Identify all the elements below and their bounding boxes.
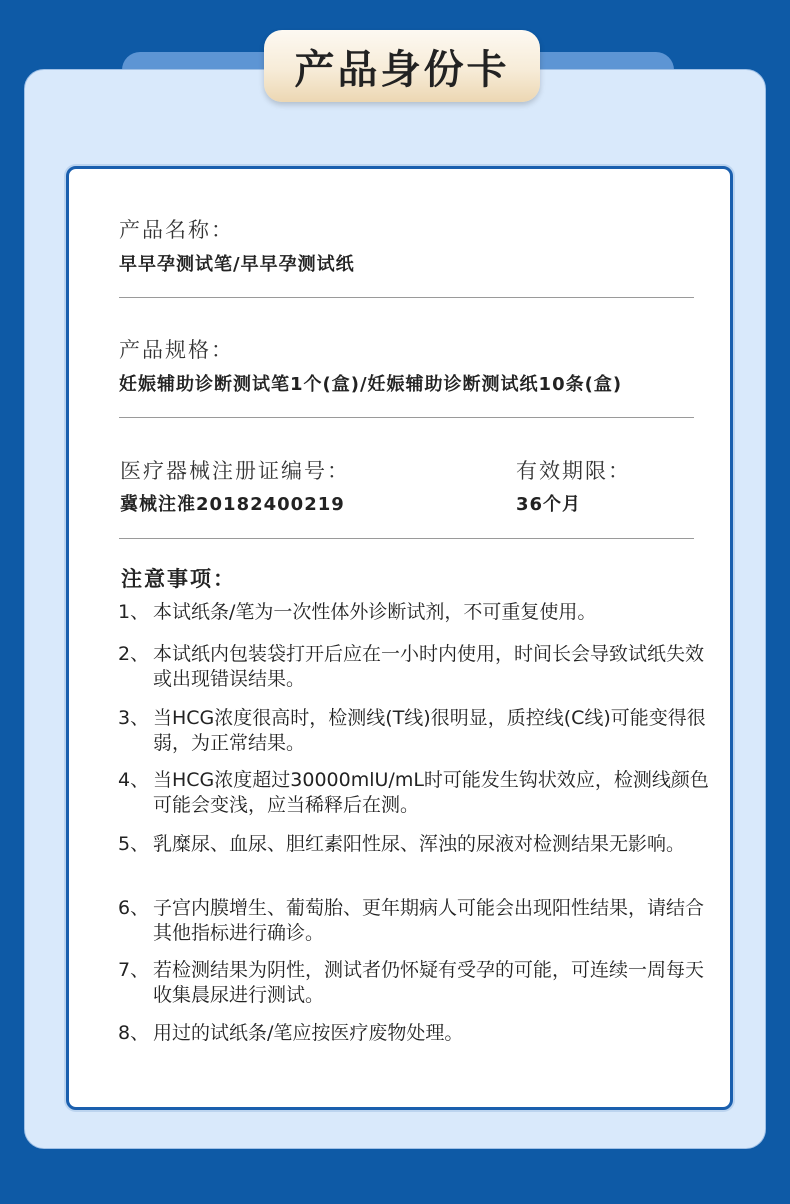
note-item (118, 706, 718, 756)
divider (119, 297, 694, 298)
page-title: 产品身份卡 (264, 30, 540, 102)
product-name-value: 早早孕测试笔/早早孕测试纸 (119, 254, 355, 275)
note-number: 6、 (118, 897, 150, 919)
validity-label: 有效期限： (516, 459, 631, 483)
note-item (118, 642, 718, 692)
note-text: 当HCG浓度超过30000mlU/mL时可能发生钩状效应，检测线颜色可能会变浅，应当稀释后在测。 (153, 769, 709, 816)
note-text: 当HCG浓度很高时，检测线(T线)很明显，质控线(C线)可能变得很弱，为正常结果。 (153, 707, 706, 754)
product-spec-value: 妊娠辅助诊断测试笔1个(盒)/妊娠辅助诊断测试纸10条(盒) (119, 374, 623, 395)
note-text: 乳糜尿、血尿、胆红素阳性尿、浑浊的尿液对检测结果无影响。 (153, 833, 686, 855)
note-item (118, 600, 718, 625)
note-text: 本试纸条/笔为一次性体外诊断试剂，不可重复使用。 (153, 601, 597, 623)
registration-label: 医疗器械注册证编号： (120, 459, 350, 483)
note-item (118, 832, 718, 857)
note-number: 2、 (118, 643, 150, 665)
note-number: 1、 (118, 601, 150, 623)
note-item (118, 768, 718, 818)
note-number: 7、 (118, 959, 150, 981)
validity-value: 36个月 (516, 494, 582, 515)
note-number: 3、 (118, 707, 150, 729)
note-item (118, 1021, 718, 1046)
note-number: 8、 (118, 1022, 150, 1044)
note-number: 4、 (118, 769, 150, 791)
note-text: 用过的试纸条/笔应按医疗废物处理。 (153, 1022, 464, 1044)
divider (119, 538, 694, 539)
product-spec-label: 产品规格： (119, 338, 234, 362)
notes-title: 注意事项： (121, 567, 236, 591)
note-item (118, 896, 718, 946)
divider (119, 417, 694, 418)
note-number: 5、 (118, 833, 150, 855)
product-name-label: 产品名称： (119, 218, 234, 242)
note-text: 子宫内膜增生、葡萄胎、更年期病人可能会出现阳性结果，请结合其他指标进行确诊。 (153, 897, 705, 944)
note-text: 本试纸内包装袋打开后应在一小时内使用，时间长会导致试纸失效或出现错误结果。 (153, 643, 705, 690)
note-item (118, 958, 718, 1008)
note-text: 若检测结果为阴性，测试者仍怀疑有受孕的可能，可连续一周每天收集晨尿进行测试。 (153, 959, 705, 1006)
registration-value: 冀械注准20182400219 (120, 494, 345, 515)
